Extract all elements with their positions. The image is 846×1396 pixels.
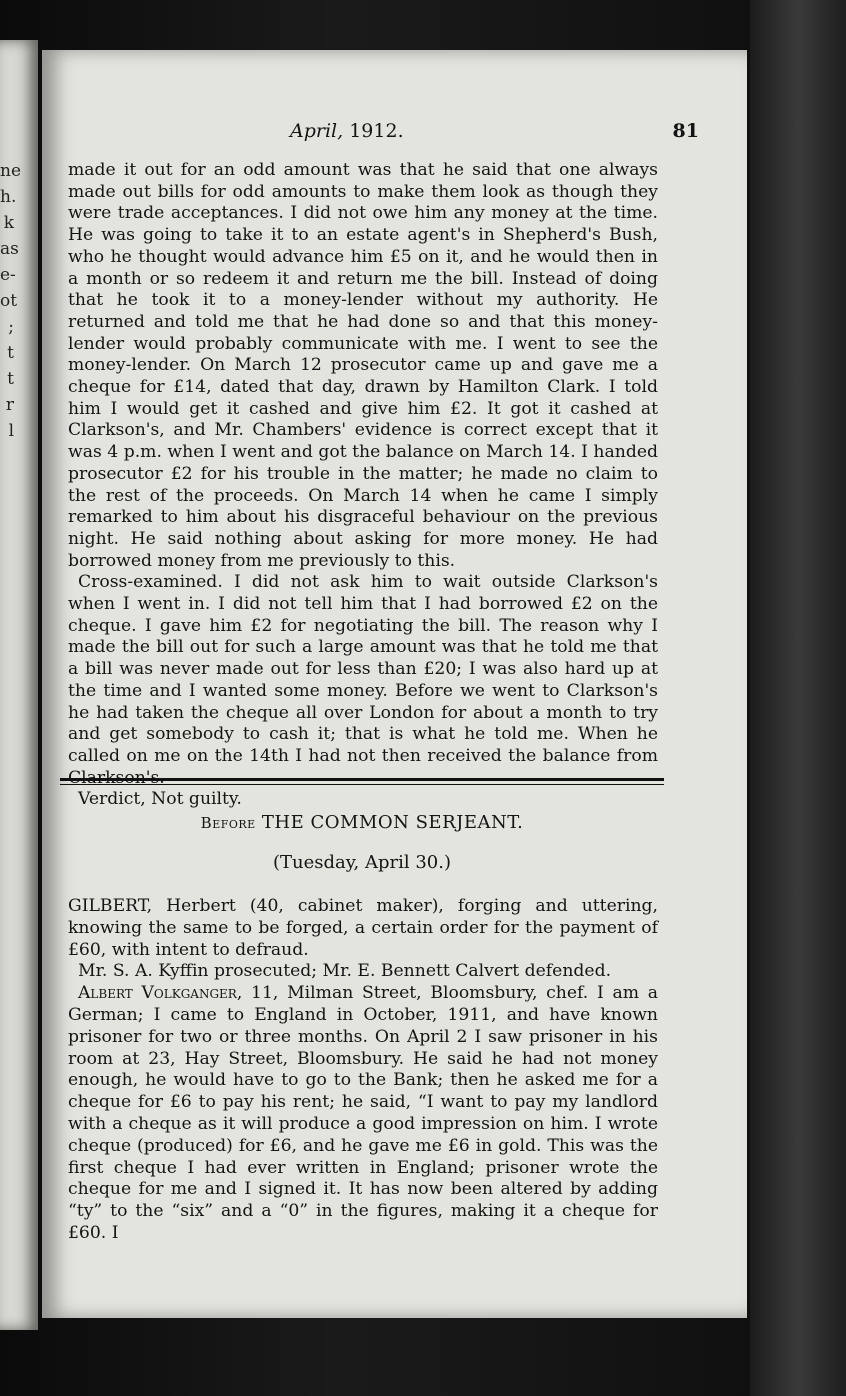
scanner-edge [750, 0, 846, 1396]
testimony-continuation [68, 160, 658, 811]
document-page [42, 50, 747, 1318]
testimony-paragraph: made it out for an odd amount was that he said that one always made out bills for odd amounts to make them look as though they were trade acceptances. I did not owe him any money at the time. He was going to take it to an estate agent's in Shepherd's Bush, who he thought would advance him £5 on it, and he would then in a month or so redeem it and return me the bill. Instead of doing that he took it to a money-lender without my authority. He returned and told me that he had done so and that this money-lender would probably communicate with me. I went to see the money-lender. On March 12 prosecutor came up and gave me a cheque for £14, dated that day, drawn by Hamilton Clark. I told him I would get it cashed and give him £2. It got it cashed at Clarkson's, and Mr. Chambers' evidence is correct except that it was 4 p.m. when I went and got the balance on March 14. I handed prosecutor £2 for his trouble in the matter; he made no claim to the rest of the proceeds. On March 14 when he came I simply remarked to him about his disgraceful behaviour on the previous night. He said nothing about asking for more money. He had borrowed money from me previously to this. [68, 160, 658, 571]
margin-fragment: t [7, 369, 14, 389]
court-before: Before [200, 814, 256, 832]
charge-paragraph [68, 896, 658, 961]
facing-page-edge [0, 40, 38, 1330]
margin-fragment: ; [8, 317, 14, 337]
witness-paragraph [68, 983, 658, 1245]
margin-fragment: h. [0, 187, 17, 207]
header-year: 1912. [349, 120, 404, 142]
margin-fragment: l [8, 421, 14, 441]
defendant-name: GILBERT, [68, 896, 153, 916]
verdict: Verdict, Not guilty. [78, 789, 242, 810]
header-month: April, [290, 120, 344, 142]
witness-name: Albert Volkganger, [78, 983, 243, 1004]
header-date [290, 120, 404, 142]
counsel-line: Mr. S. A. Kyffin prosecuted; Mr. E. Bennett Calvert defended. [78, 961, 612, 982]
margin-fragment: ne [0, 161, 22, 181]
section-divider [60, 778, 664, 781]
section-divider-thin [60, 784, 664, 785]
margin-fragment: r [5, 395, 14, 415]
court-name: THE COMMON SERJEANT. [261, 812, 524, 833]
case-record [68, 896, 658, 1245]
court-heading [60, 812, 664, 833]
witness-testimony: 11, Milman Street, Bloomsbury, chef. I am a German; I came to England in October, 1911, and have known prisoner for two or three months. On April 2 I saw prisoner in his room at 23, Hay Street, Bloomsbury. He said he had not money enough, he would have to go to the Bank; then he asked me for a cheque for £6 to pay his rent; he said, “I want to pay my landlord with a cheque as it will produce a good impression on him. I wrote cheque (produced) for £6, and he gave me £6 in gold. This was the first cheque I had ever written in England; prisoner wrote the cheque for me and I signed it. It has now been altered by adding “ty” to the “six” and a “0” in the figures, making it a cheque for £60. I [68, 983, 659, 1243]
margin-fragment: e- [0, 265, 16, 285]
margin-fragment: as [0, 239, 19, 259]
page-number: 81 [672, 120, 699, 142]
facing-page-fragments [0, 158, 22, 444]
session-date: (Tuesday, April 30.) [273, 852, 451, 873]
running-head [42, 120, 747, 144]
margin-fragment: t [7, 343, 14, 363]
cross-examination-paragraph: Cross-examined. I did not ask him to wait outside Clarkson's when I went in. I did not tell him that I had borrowed £2 on the cheque. I gave him £2 for negotiating the bill. The reason why I made the bill out for such a large amount was that he told me that a bill was never made out for less than £20; I was also hard up at the time and I wanted some money. Before we went to Clarkson's he had taken the cheque all over London for about a month to try and get somebody to cash it; that is what he told me. When he called on me on the 14th I had not then received the balance from [68, 572, 658, 766]
margin-fragment: ot [0, 291, 18, 311]
charge-text: Herbert (40, cabinet maker), forging and uttering, knowing the same to be forged, a certain order for the payment of £60, with intent to defraud. [68, 896, 658, 960]
margin-fragment: k [3, 213, 14, 233]
